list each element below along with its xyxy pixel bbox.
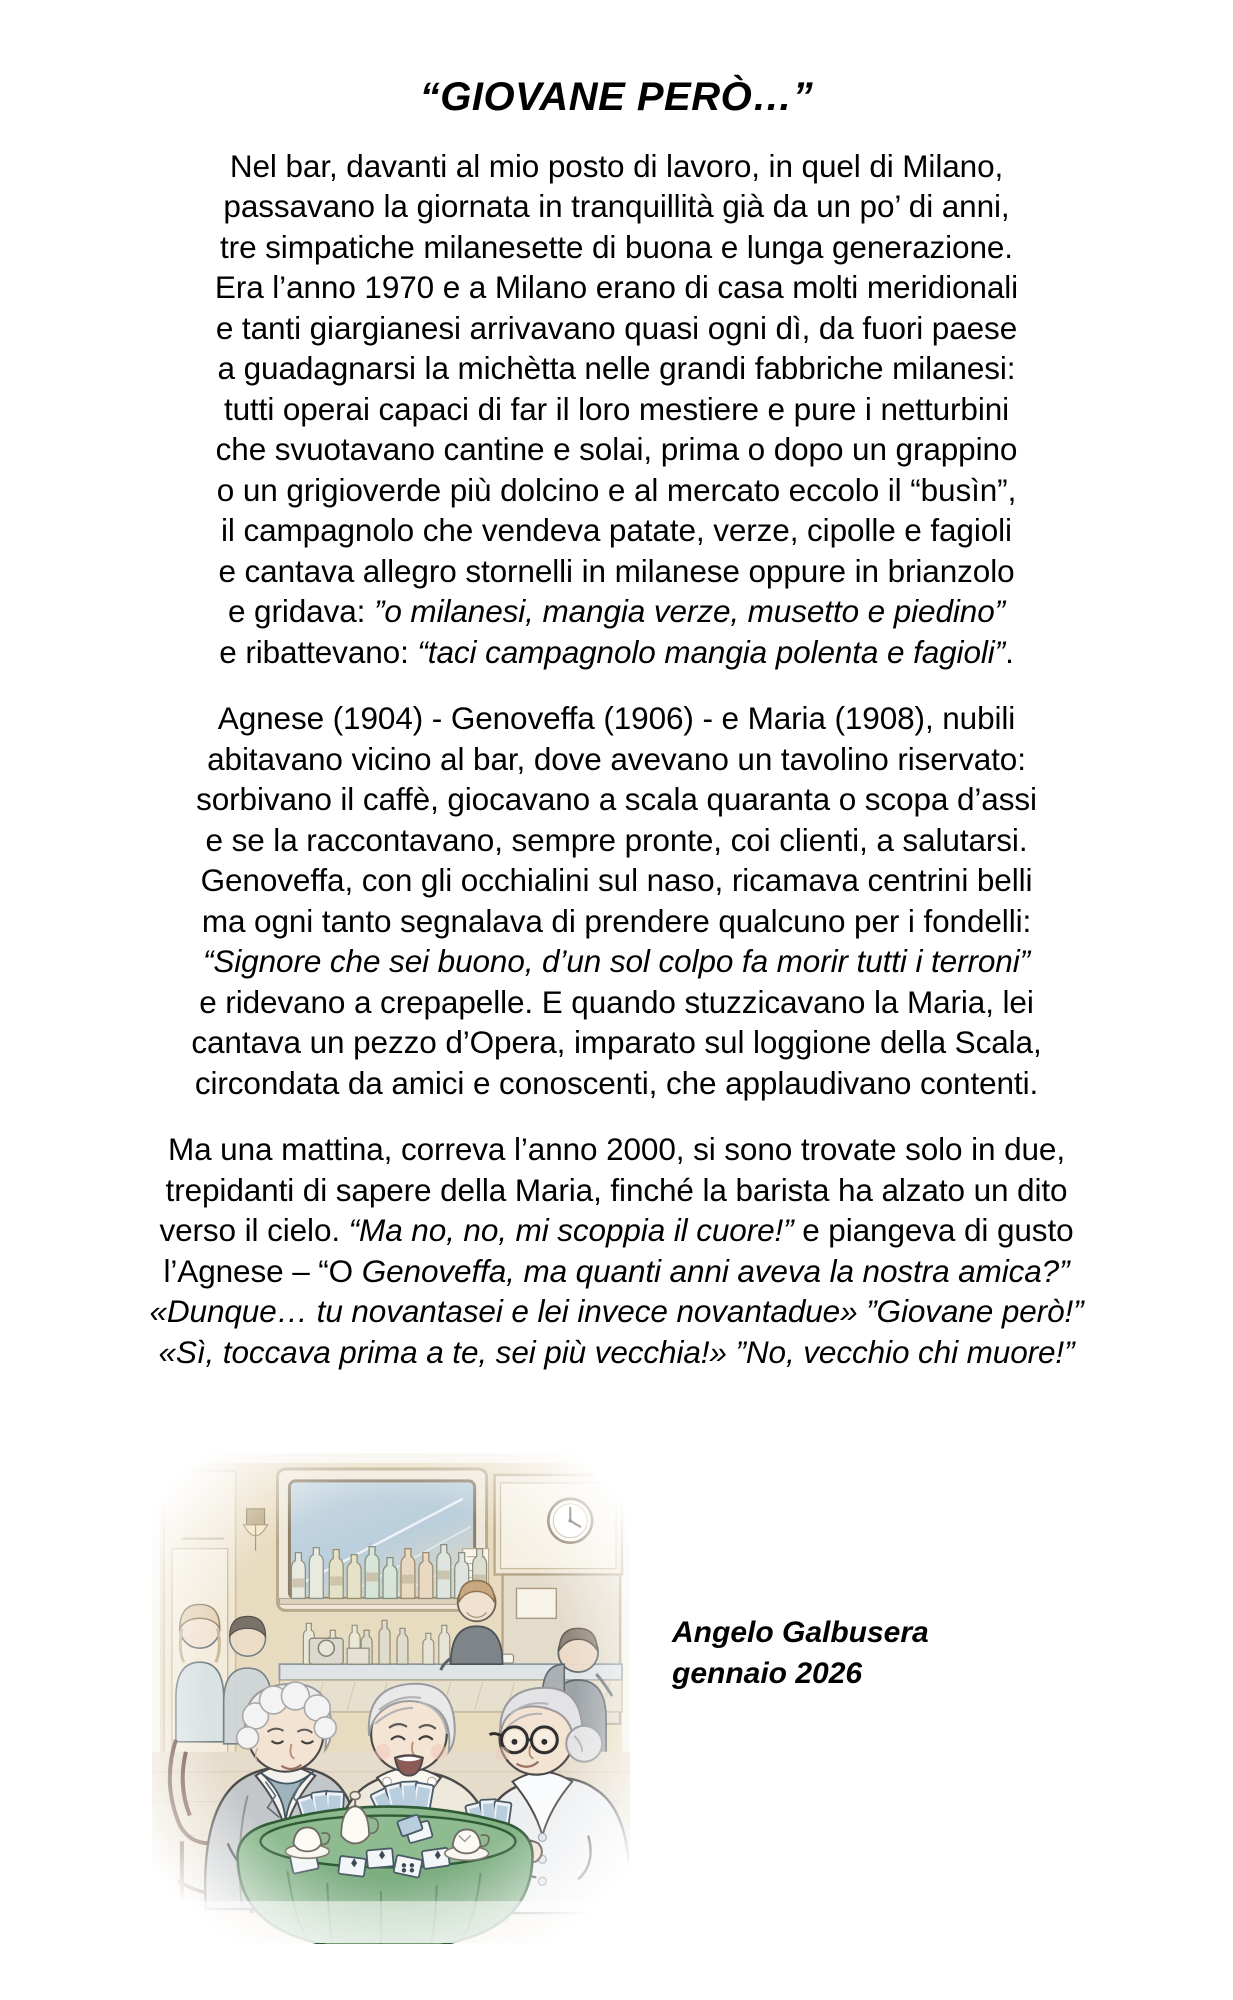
text-run: Era l’anno 1970 e a Milano erano di casa molti meridionali [214,269,1019,306]
italic-run: «Dunque… tu novantasei e lei invece novantadue» ”Giovane però!” [149,1293,1084,1330]
italic-run: “Signore che sei buono, d’un sol colpo fa morir tutti i terroni” [202,943,1030,980]
text-run: ma ogni tanto segnalava di prendere qualcuno per i fondelli: [201,902,1032,939]
text-line [92,470,1141,511]
text-line [92,1129,1141,1170]
signature-block [672,1612,929,1694]
illustration-bar-card-players [152,1452,630,1944]
text-line [92,982,1141,1023]
text-run: il campagnolo che vendeva patate, verze, cipolle e fagioli [221,512,1012,549]
text-line [92,227,1141,268]
text-run: e se la raccontavano, sempre pronte, coi clienti, a salutarsi. [205,821,1028,858]
text-line [92,941,1141,982]
text-line [92,632,1141,673]
signature-date: gennaio 2026 [672,1657,863,1690]
text-run: sorbivano il caffè, giocavano a scala quaranta o scopa d’assi [196,781,1037,818]
document-body [0,146,1233,1373]
text-run: tre simpatiche milanesette di buona e lunga generazione. [220,228,1013,265]
text-line [92,860,1141,901]
text-line [92,1251,1141,1292]
italic-run: “Ma no, no, mi scoppia il cuore!” [348,1212,794,1249]
text-line [92,901,1141,942]
text-run: abitavano vicino al bar, dove avevano un tavolino riservato: [207,740,1026,777]
text-line [92,510,1141,551]
paragraph-3 [92,1129,1141,1372]
signature-author: Angelo Galbusera [672,1616,929,1649]
text-run: e cantava allegro stornelli in milanese oppure in brianzolo [218,552,1015,589]
text-line [92,1291,1141,1332]
italic-run: “taci campagnolo mangia polenta e fagioli” [417,633,1006,670]
italic-run: «Sì, toccava prima a te, sei più vecchia!» ”No, vecchio chi muore!” [158,1333,1075,1370]
text-line [92,1170,1141,1211]
text-line [92,348,1141,389]
text-line [92,591,1141,632]
text-run: Genoveffa, con gli occhialini sul naso, ricamava centrini belli [200,862,1033,899]
text-run: e tanti giargianesi arrivavano quasi ogni dì, da fuori paese [215,309,1018,346]
text-run: trepidanti di sapere della Maria, finché la barista ha alzato un dito [165,1171,1068,1208]
text-line [92,820,1141,861]
text-run: Agnese (1904) - Genoveffa (1906) - e Maria (1908), nubili [217,700,1016,737]
text-run: . [1005,633,1014,670]
text-run: Ma una mattina, correva l’anno 2000, si sono trovate solo in due, [167,1131,1066,1168]
paragraph-1 [92,146,1141,673]
text-run: passavano la giornata in tranquillità già da un po’ di anni, [223,188,1010,225]
text-line [92,146,1141,187]
text-run: e ridevano a crepapelle. E quando stuzzicavano la Maria, lei [199,983,1034,1020]
text-run: cantava un pezzo d’Opera, imparato sul loggione della Scala, [191,1024,1042,1061]
text-line [92,1210,1141,1251]
text-run: verso il cielo. [159,1212,349,1249]
illustration-svg [152,1452,630,1944]
italic-run: Genoveffa, ma quanti anni aveva la nostra amica?” [361,1252,1070,1289]
text-run: o un grigioverde più dolcino e al mercato eccolo il “busìn”, [216,471,1017,508]
text-line [92,1063,1141,1104]
italic-run: ”o milanesi, mangia verze, musetto e piedino” [373,593,1006,630]
text-line [92,1332,1141,1373]
text-line [92,698,1141,739]
text-run: e gridava: [227,593,374,630]
text-run: l’Agnese – “O [163,1252,362,1289]
paragraph-2 [92,698,1141,1103]
text-run: circondata da amici e conoscenti, che applaudivano contenti. [194,1064,1039,1101]
text-run: e piangeva di gusto [793,1212,1074,1249]
text-line [92,739,1141,780]
text-run: tutti operai capaci di far il loro mestiere e pure i netturbini [223,390,1010,427]
text-line [92,779,1141,820]
text-line [92,186,1141,227]
text-run: a guadagnarsi la michètta nelle grandi fabbriche milanesi: [217,350,1016,387]
text-line [92,267,1141,308]
page-title: “GIOVANE PERÒ…” [419,74,814,119]
text-run: che svuotavano cantine e solai, prima o dopo un grappino [215,431,1018,468]
text-line [92,389,1141,430]
text-line [92,429,1141,470]
text-line [92,308,1141,349]
text-line [92,551,1141,592]
text-run: Nel bar, davanti al mio posto di lavoro, in quel di Milano, [229,147,1004,184]
text-run: e ribattevano: [219,633,418,670]
text-line [92,1022,1141,1063]
